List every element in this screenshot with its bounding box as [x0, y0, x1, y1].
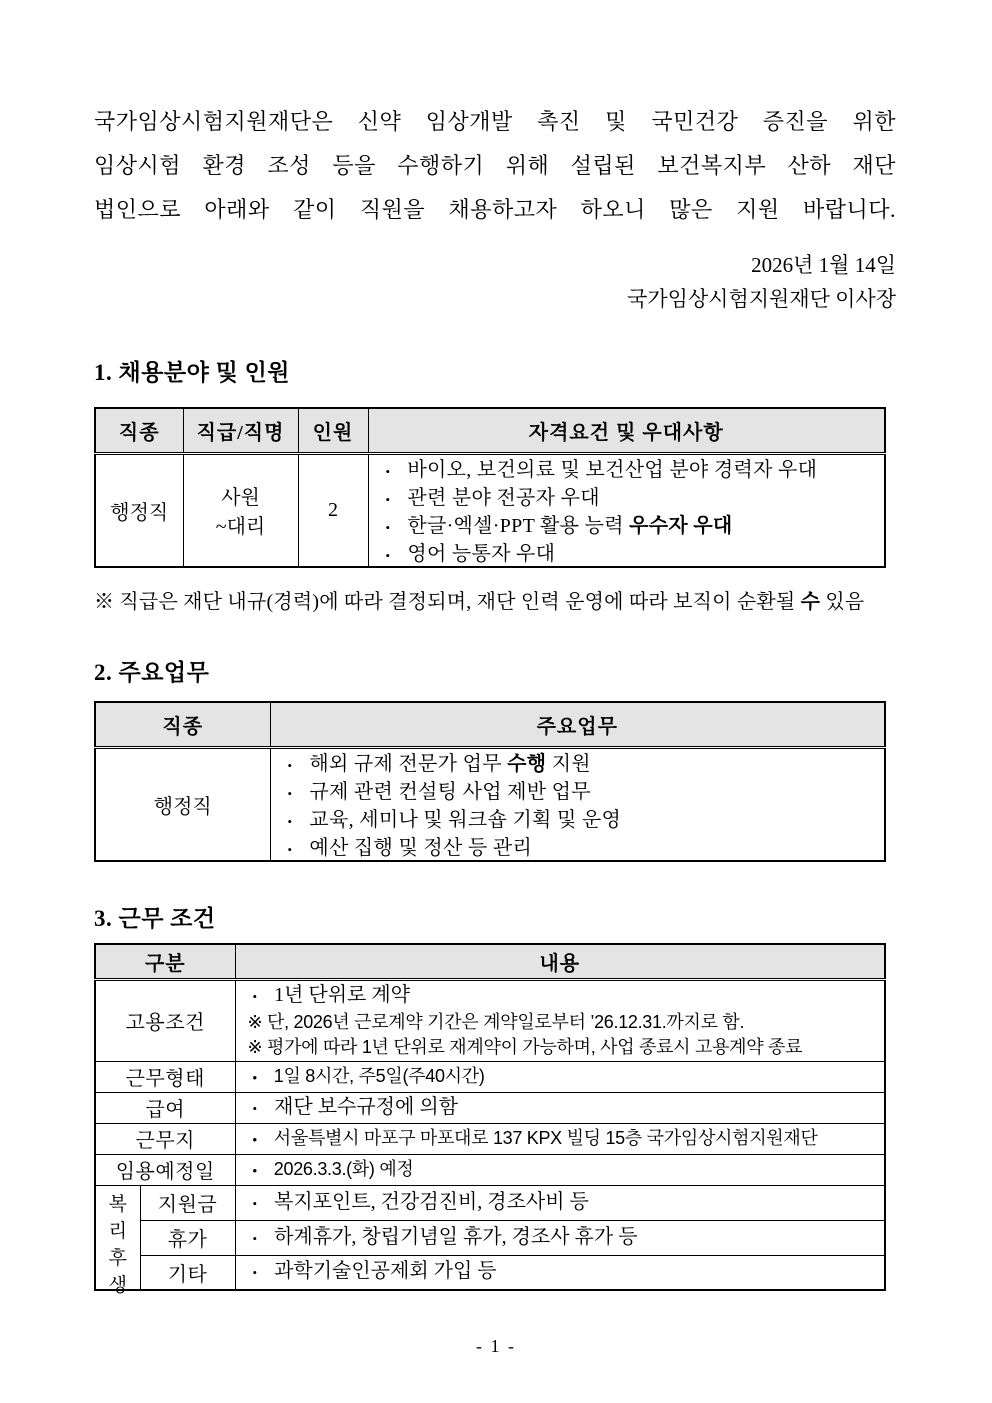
- bullet-icon: •: [252, 1230, 258, 1246]
- bullet-icon: •: [287, 814, 293, 830]
- bullet-text: 1일 8시간, 주5일(주40시간): [273, 1065, 485, 1086]
- table-row-employment: [95, 979, 885, 1061]
- bullet-icon: •: [252, 1162, 257, 1178]
- section3-title: 3. 근무 조건: [94, 906, 216, 931]
- row-value: [235, 1123, 885, 1154]
- date-signature-block: [94, 248, 896, 316]
- intro-line: 법인으로 아래와 같이 직원을 채용하고자 하오니 많은 지원 바랍니다.: [94, 197, 896, 222]
- row-label: 기타: [140, 1255, 235, 1290]
- row-value: [235, 1185, 885, 1220]
- row-value: [235, 979, 885, 1061]
- document-date: 2026년 1월 14일: [751, 253, 896, 277]
- table-row-welfare-vacation: [95, 1220, 885, 1255]
- header-grade: 직급/직명: [183, 408, 298, 453]
- bullet-text: 예산 집행 및 정산 등 관리: [309, 837, 533, 860]
- bullet-item: [244, 1189, 880, 1217]
- qualifications-cell: [368, 453, 885, 567]
- bullet-item: [377, 457, 881, 485]
- headcount-cell: 2: [298, 453, 368, 567]
- bullet-text: 서울특별시 마포구 마포대로 137 KPX 빌딩 15층 국가임상시험지원재단: [273, 1127, 818, 1148]
- bullet-list: [369, 455, 885, 565]
- grade-cell: [183, 453, 298, 567]
- row-label: 임용예정일: [95, 1154, 235, 1185]
- section1-title: 1. 채용분야 및 인원: [94, 360, 291, 385]
- bullet-item: [244, 1156, 880, 1184]
- grade-line: ~대리: [215, 516, 266, 539]
- row-label: 급여: [95, 1092, 235, 1123]
- bullet-text: 한글·엑셀·PPT 활용 능력 우수자 우대: [407, 515, 733, 538]
- bullet-item: [244, 1258, 880, 1286]
- grade-line: 사원: [221, 487, 260, 510]
- bullet-icon: •: [252, 1131, 257, 1147]
- welfare-label-chars: 복 리 후 생: [108, 1194, 127, 1297]
- job-type-cell: 행정직: [95, 453, 183, 567]
- row-label: 고용조건: [95, 979, 235, 1061]
- row-label: 지원금: [140, 1185, 235, 1220]
- table-row-worktype: [95, 1061, 885, 1092]
- header-duties: 주요업무: [270, 702, 885, 747]
- table-header-row: [95, 408, 885, 453]
- header-job-type: 직종: [95, 702, 270, 747]
- row-value: [235, 1061, 885, 1092]
- bullet-item: [377, 541, 881, 569]
- row-value: [235, 1092, 885, 1123]
- bullet-text: 영어 능통자 우대: [407, 543, 556, 566]
- table-row-location: [95, 1123, 885, 1154]
- header-category: 구분: [95, 944, 235, 979]
- table-row-welfare-etc: [95, 1255, 885, 1290]
- bullet-item: [279, 807, 881, 835]
- bullet-icon: •: [252, 1100, 258, 1116]
- row-value: [235, 1220, 885, 1255]
- bullet-text: 관련 분야 전공자 우대: [407, 487, 600, 510]
- bullet-item: [377, 485, 881, 513]
- header-headcount: 인원: [298, 408, 368, 453]
- bullet-text: 바이오, 보건의료 및 보건산업 분야 경력자 우대: [407, 459, 818, 482]
- table-row-welfare-support: [95, 1185, 885, 1220]
- duties-cell: [270, 747, 885, 861]
- row-value: [235, 1255, 885, 1290]
- bullet-text: 1년 단위로 계약: [274, 983, 410, 1006]
- document-signer: 국가임상시험지원재단 이사장: [627, 287, 896, 311]
- bullet-list: [271, 749, 885, 859]
- bullet-text: 하계휴가, 창립기념일 휴가, 경조사 휴가 등: [274, 1225, 638, 1248]
- header-details: 내용: [235, 944, 885, 979]
- bullet-icon: •: [252, 1195, 258, 1211]
- table-row-salary: [95, 1092, 885, 1123]
- table-row: [95, 453, 885, 567]
- bullet-item: [244, 1063, 880, 1091]
- bullet-item: [244, 1094, 880, 1122]
- table-row: [95, 747, 885, 861]
- bullet-icon: •: [252, 1265, 258, 1281]
- row-label: 근무지: [95, 1123, 235, 1154]
- bullet-text: 교육, 세미나 및 워크숍 기획 및 운영: [309, 809, 622, 832]
- table-header-row: [95, 944, 885, 979]
- row-value: [235, 1154, 885, 1185]
- bullet-text: 복지포인트, 건강검진비, 경조사비 등: [274, 1190, 589, 1213]
- bullet-icon: •: [252, 1069, 257, 1085]
- bullet-text: 2026.3.3.(화) 예정: [273, 1158, 414, 1179]
- bullet-icon: •: [385, 492, 391, 508]
- bullet-icon: •: [287, 786, 293, 802]
- condition-note: ※ 평가에 따라 1년 단위로 재계약이 가능하며, 사업 종료시 고용계약 종료: [247, 1036, 803, 1057]
- intro-line: 임상시험 환경 조성 등을 수행하기 위해 설립된 보건복지부 산하 재단: [94, 153, 896, 178]
- bullet-icon: •: [287, 758, 293, 774]
- bullet-icon: •: [385, 520, 391, 536]
- table-row-startdate: [95, 1154, 885, 1185]
- row-label: 근무형태: [95, 1061, 235, 1092]
- bullet-item: [279, 751, 881, 779]
- bullet-icon: •: [287, 842, 293, 858]
- bullet-text: 규제 관련 컨설팅 사업 제반 업무: [309, 781, 591, 804]
- table-header-row: [95, 702, 885, 747]
- bullet-item: [279, 835, 881, 863]
- header-qualifications: 자격요건 및 우대사항: [368, 408, 885, 453]
- row-label: 휴가: [140, 1220, 235, 1255]
- welfare-vertical-label: [95, 1185, 140, 1297]
- bullet-item: [279, 779, 881, 807]
- bullet-icon: •: [385, 464, 391, 480]
- table-footnote: ※ 직급은 재단 내규(경력)에 따라 결정되며, 재단 인력 운영에 따라 보직이 순환될 수 있음: [94, 591, 865, 613]
- bullet-icon: •: [385, 548, 391, 564]
- header-job-type: 직종: [95, 408, 183, 453]
- bullet-text: 해외 규제 전문가 업무 수행 지원: [309, 753, 591, 776]
- bullet-item: [244, 1125, 880, 1153]
- bullet-item: [377, 513, 881, 541]
- bullet-item: [244, 982, 880, 1010]
- bullet-item: [244, 1224, 880, 1252]
- bullet-text: 과학기술인공제회 가입 등: [274, 1260, 497, 1283]
- job-type-cell: 행정직: [95, 747, 270, 861]
- condition-note: ※ 단, 2026년 근로계약 기간은 계약일로부터 ’26.12.31.까지로 함.: [247, 1011, 745, 1032]
- recruitment-table: [94, 407, 886, 568]
- intro-line: 국가임상시험지원재단은 신약 임상개발 촉진 및 국민건강 증진을 위한: [94, 109, 896, 134]
- intro-paragraph: [94, 100, 896, 232]
- bullet-text: 재단 보수규정에 의함: [274, 1095, 458, 1118]
- bullet-icon: •: [252, 988, 258, 1004]
- work-conditions-table: [94, 943, 886, 1297]
- main-duties-table: [94, 701, 886, 862]
- section2-title: 2. 주요업무: [94, 660, 210, 685]
- page-number: - 1 -: [476, 1336, 516, 1356]
